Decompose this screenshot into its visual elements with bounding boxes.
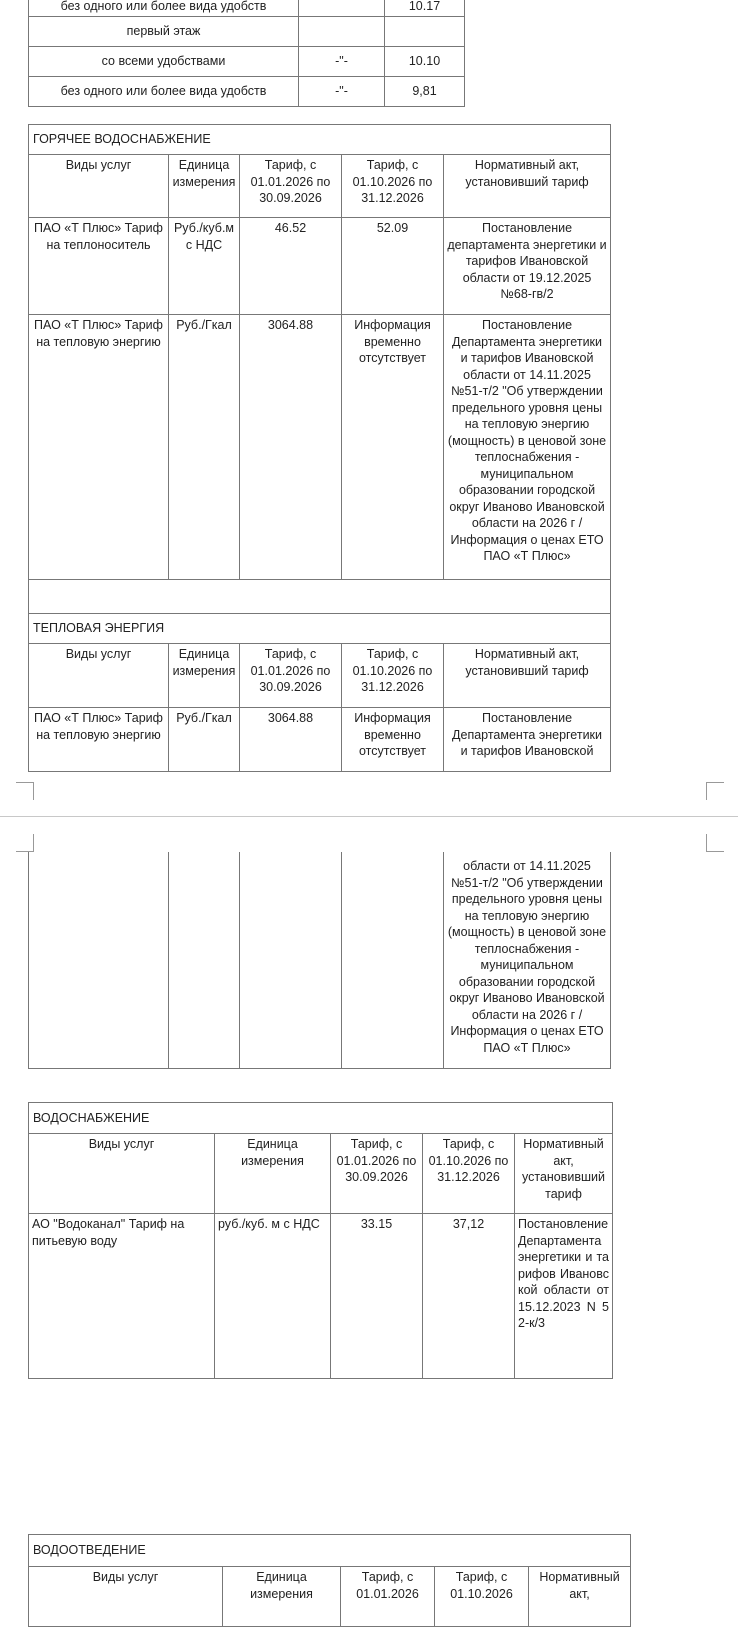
unit-cell [299, 0, 385, 17]
tariff1-cell: 3064.88 [240, 708, 342, 772]
service-cell: со всеми удобствами [29, 47, 299, 77]
empty-cell [29, 852, 169, 1068]
column-header: Виды услуг [29, 155, 169, 218]
column-header: Единица измерения [215, 1134, 331, 1214]
column-header: Виды услуг [29, 644, 169, 708]
tariff2-cell: 37,12 [423, 1214, 515, 1379]
tariff1-cell: 33.15 [331, 1214, 423, 1379]
column-header: Виды услуг [29, 1134, 215, 1214]
column-header: Тариф, с 01.01.2026 по 30.09.2026 [240, 155, 342, 218]
table-header-row [29, 155, 611, 218]
section-title-hot-water: ГОРЯЧЕЕ ВОДОСНАБЖЕНИЕ [29, 125, 611, 155]
tariff1-cell: 3064.88 [240, 315, 342, 580]
table-row [29, 0, 465, 17]
column-header: Тариф, с 01.10.2026 [435, 1567, 529, 1627]
act-cell: Постановление департамента энергетики и тарифов Ивановской области от 19.12.2025 №68-гв/2 [444, 218, 611, 315]
empty-cell [240, 852, 342, 1068]
service-cell: ПАО «Т Плюс» Тариф на тепловую энергию [29, 315, 169, 580]
page-corner-mark [706, 834, 724, 852]
column-header: Тариф, с 01.10.2026 по 31.12.2026 [342, 644, 444, 708]
section-title-heat-energy: ТЕПЛОВАЯ ЭНЕРГИЯ [29, 614, 611, 644]
page-corner-mark [706, 782, 724, 800]
column-header: Нормативный акт, [529, 1567, 631, 1627]
service-cell: без одного или более вида удобств [29, 77, 299, 107]
value-cell: 10.17 [385, 0, 465, 17]
tariff2-cell: Информация временно отсутствует [342, 315, 444, 580]
service-cell: без одного или более вида удобств [29, 0, 299, 17]
page-corner-mark [16, 834, 34, 852]
table-row [29, 852, 611, 1068]
table-header-row [29, 1567, 631, 1627]
column-header: Тариф, с 01.01.2026 по 30.09.2026 [331, 1134, 423, 1214]
table-row [29, 77, 465, 107]
table-row [29, 47, 465, 77]
column-header: Тариф, с 01.10.2026 по 31.12.2026 [342, 155, 444, 218]
unit-cell: Руб./куб.м с НДС [169, 218, 240, 315]
empty-cell [342, 852, 444, 1068]
act-cell: Постановление Департамента энергетики и тарифов Ивановской области от 15.12.2023 N 52-к/3 [515, 1214, 613, 1379]
value-cell: 9,81 [385, 77, 465, 107]
unit-cell: -"- [299, 77, 385, 107]
column-header: Нормативный акт, установивший тариф [444, 155, 611, 218]
heat-energy-table-continued [28, 852, 611, 1069]
hot-water-table [28, 124, 611, 772]
column-header: Тариф, с 01.01.2026 по 30.09.2026 [240, 644, 342, 708]
empty-cell [29, 580, 611, 614]
page-separator [0, 816, 738, 817]
section-title-water-supply: ВОДОСНАБЖЕНИЕ [29, 1103, 613, 1134]
value-cell: 10.10 [385, 47, 465, 77]
empty-row [29, 580, 611, 614]
table-row [29, 218, 611, 315]
unit-cell: Руб./Гкал [169, 708, 240, 772]
tariff2-cell: Информация временно отсутствует [342, 708, 444, 772]
column-header: Виды услуг [29, 1567, 223, 1627]
table-row [29, 315, 611, 580]
service-cell: ПАО «Т Плюс» Тариф на теплоноситель [29, 218, 169, 315]
service-cell: АО "Водоканал" Тариф на питьевую воду [29, 1214, 215, 1379]
column-header: Единица измерения [223, 1567, 341, 1627]
unit-cell: Руб./Гкал [169, 315, 240, 580]
table-row [29, 1214, 613, 1379]
column-header: Нормативный акт, установивший тариф [515, 1134, 613, 1214]
sewerage-table [28, 1534, 631, 1627]
top-tariff-table [28, 0, 465, 107]
column-header: Тариф, с 01.10.2026 по 31.12.2026 [423, 1134, 515, 1214]
table-header-row [29, 1134, 613, 1214]
unit-cell [299, 17, 385, 47]
tariff2-cell: 52.09 [342, 218, 444, 315]
table-row [29, 17, 465, 47]
act-cell: Постановление Департамента энергетики и тарифов Ивановской [444, 708, 611, 772]
service-cell: первый этаж [29, 17, 299, 47]
table-header-row [29, 644, 611, 708]
column-header: Единица измерения [169, 155, 240, 218]
unit-cell: -"- [299, 47, 385, 77]
empty-cell [169, 852, 240, 1068]
act-cell: Постановление Департамента энергетики и тарифов Ивановской области от 14.11.2025 №51-т/2 "Об утверждении предельного уровня цены на тепловую энергию (мощность) в ценовой зоне теплоснабжения - муниципальном образовании городской округ Иваново Ивановской области на 2026 г / Информация о ценах ЕТО ПАО «Т Плюс» [444, 315, 611, 580]
unit-cell: руб./куб. м с НДС [215, 1214, 331, 1379]
table-row [29, 708, 611, 772]
section-title-sewerage: ВОДООТВЕДЕНИЕ [29, 1535, 631, 1567]
water-supply-table [28, 1102, 613, 1379]
tariff1-cell: 46.52 [240, 218, 342, 315]
column-header: Нормативный акт, установивший тариф [444, 644, 611, 708]
column-header: Единица измерения [169, 644, 240, 708]
value-cell [385, 17, 465, 47]
service-cell: ПАО «Т Плюс» Тариф на тепловую энергию [29, 708, 169, 772]
act-cell: области от 14.11.2025 №51-т/2 "Об утверждении предельного уровня цены на тепловую энергию (мощность) в ценовой зоне теплоснабжения - муниципальном образовании городской округ Иваново Ивановской области на 2026 г / Информация о ценах ЕТО ПАО «Т Плюс» [444, 852, 611, 1068]
column-header: Тариф, с 01.01.2026 [341, 1567, 435, 1627]
page-corner-mark [16, 782, 34, 800]
